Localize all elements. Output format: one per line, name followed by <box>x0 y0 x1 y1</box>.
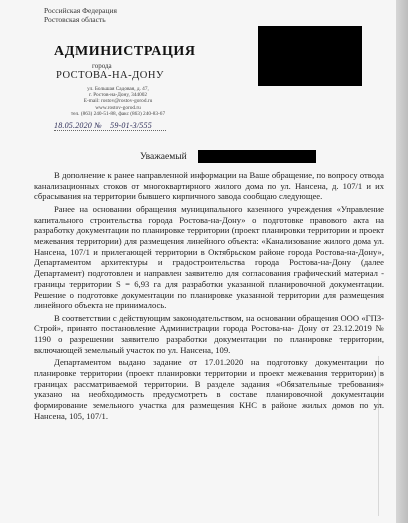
greeting: Уважаемый <box>140 152 187 162</box>
contact-phone: тел. (863) 240-51-88, факс (863) 240-83-67 <box>70 110 166 117</box>
paragraph: Ранее на основании обращения муниципального казенного учреждения «Управление капитального строительства города Ростова-на-Дону» о подготовке правового акта на разработку документации по планировке территории (проект планировки территории и проект межевания территории) для размещения линейного объекта: «Канализование жилого дома ул. Нансена, 107/1 и прилегающей территории в Октябрьском районе города Ростова-на-Дону», Департаментом архитектуры и градостроительства города Ростова-на-Дону (далее Департамент) подготовлен и направлен заявителю для согласования графический материал - границы территории S = 6,93 га для разработки указанной планировочной документации. Решение о подготовке документации по планировке указанной территории для размещения линейного объекта не принималось. <box>34 203 384 311</box>
contact-address: ул. Большая Садовая, д. 47, <box>87 86 149 92</box>
registration-number-sign: № <box>94 121 102 130</box>
scan-artifact-line <box>378 356 379 516</box>
registration-line <box>54 121 166 131</box>
letterhead-region <box>44 6 194 24</box>
contact-website: www.rostov-gorod.ru <box>95 104 141 111</box>
redacted-addressee-block <box>258 26 362 86</box>
registration-number: 59-01-3/555 <box>110 121 152 130</box>
contact-email: E-mail: rostov@rostov-gorod.ru <box>83 98 153 105</box>
registration-date: 18.05.2020 <box>54 121 92 130</box>
letterhead-contacts <box>58 86 178 117</box>
page-edge <box>396 0 408 523</box>
paragraph: В дополнение к ранее направленной информации на Ваше обращение, по вопросу отвода канализационных стоков от многоквартирного жилого дома по ул. Нансена, д. 107/1 и их сбрасывания на территории бывшего кирпичного завода сообщаю следующее. <box>34 170 384 202</box>
redacted-addressee-name <box>198 150 316 163</box>
region-label: Ростовская область <box>44 15 106 24</box>
administration-title: АДМИНИСТРАЦИЯ <box>54 44 196 59</box>
city-label-large: РОСТОВА-НА-ДОНУ <box>56 70 164 81</box>
paragraph: В соответствии с действующим законодательством, на основании обращения ООО «ГПЗ-Строй», принято постановление Администрации города Ростова-на- Дону от 23.12.2019 № 1190 о разрешении заявителю разработки документации по планировке территории, включающей земельный участок по ул. Нансена, 109. <box>34 312 384 355</box>
federation-label: Российская Федерация <box>44 6 117 15</box>
letter-body <box>34 170 384 423</box>
paragraph: Департаментом выдано задание от 17.01.2020 на подготовку документации по планировке территории (проект планировки территории и проект межевания территории) в границах рассматриваемой территории. В разделе задания «Обязательные требования» указано на необходимость предусмотреть в составе планировочной документации формирование земельного участка для размещения КНС в районе жилых домов по ул. Нансена, 105, 107/1. <box>34 357 384 421</box>
city-label-small: города <box>92 62 112 70</box>
contact-city: г. Ростов-на-Дону, 344002 <box>88 92 148 99</box>
